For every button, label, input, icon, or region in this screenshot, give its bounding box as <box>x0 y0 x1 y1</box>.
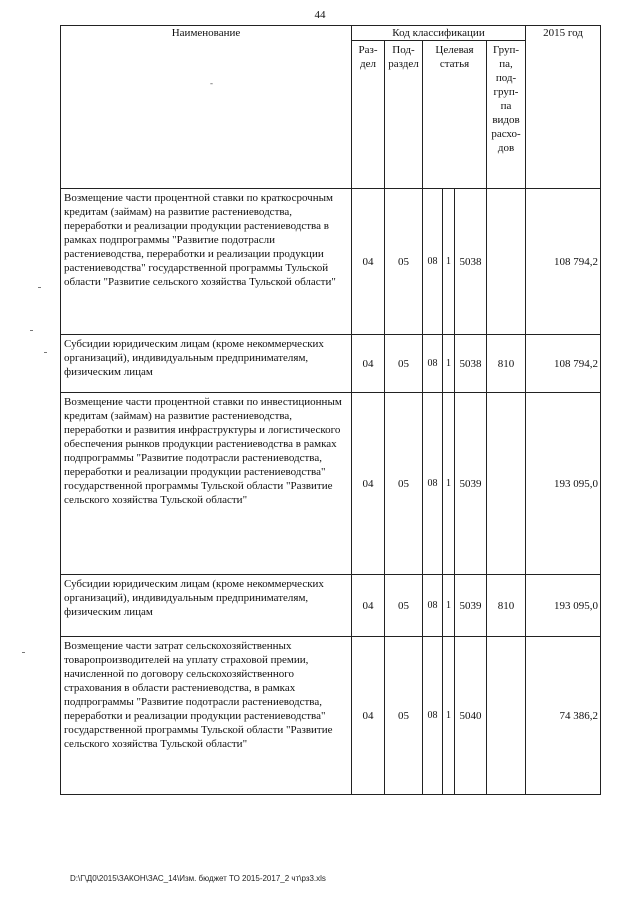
row-subsection: 05 <box>385 335 423 393</box>
row-target-part2: 1 <box>443 335 455 393</box>
row-target-part2: 1 <box>443 637 455 795</box>
page-number: 44 <box>314 9 326 21</box>
header-subsection: Под- раздел <box>385 41 423 189</box>
budget-table <box>60 25 601 795</box>
scan-speck <box>44 352 47 353</box>
row-expense-type <box>487 393 526 575</box>
row-target-part3: 5040 <box>455 637 487 795</box>
table-row <box>61 637 601 795</box>
header-target-article: Целевая статья <box>423 41 487 189</box>
header-name: Наименование <box>61 26 352 189</box>
row-amount: 74 386,2 <box>526 637 601 795</box>
row-subsection: 05 <box>385 575 423 637</box>
row-section: 04 <box>352 189 385 335</box>
scan-speck <box>30 330 33 331</box>
row-amount: 193 095,0 <box>526 575 601 637</box>
table-row <box>61 393 601 575</box>
row-target-part1: 08 <box>423 335 443 393</box>
row-name: Субсидии юридическим лицам (кроме некоммерческих организаций), индивидуальным предпринимателям, физическим лицам <box>61 335 352 393</box>
table-row <box>61 575 601 637</box>
row-section: 04 <box>352 637 385 795</box>
row-subsection: 05 <box>385 189 423 335</box>
header-expense-group: Груп- па, под- груп- па видов расхо- дов <box>487 41 526 189</box>
row-target-part3: 5039 <box>455 575 487 637</box>
header-year: 2015 год <box>526 26 601 189</box>
row-target-part1: 08 <box>423 575 443 637</box>
header-code-classification: Код классификации <box>352 26 526 41</box>
row-section: 04 <box>352 393 385 575</box>
row-expense-type <box>487 637 526 795</box>
header-section: Раз- дел <box>352 41 385 189</box>
row-target-part1: 08 <box>423 637 443 795</box>
row-target-part3: 5038 <box>455 189 487 335</box>
row-section: 04 <box>352 575 385 637</box>
row-amount: 108 794,2 <box>526 335 601 393</box>
file-path-footer: D:\Г\Д0\2015\ЗАКОН\ЗАС_14\Изм. бюджет ТО 2015-2017_2 чт\рз3.xls <box>70 874 326 883</box>
row-target-part2: 1 <box>443 575 455 637</box>
row-amount: 193 095,0 <box>526 393 601 575</box>
row-name: Субсидии юридическим лицам (кроме некоммерческих организаций), индивидуальным предпринимателям, физическим лицам <box>61 575 352 637</box>
table-row <box>61 335 601 393</box>
table-row <box>61 189 601 335</box>
row-target-part1: 08 <box>423 189 443 335</box>
row-expense-type: 810 <box>487 335 526 393</box>
row-expense-type: 810 <box>487 575 526 637</box>
row-amount: 108 794,2 <box>526 189 601 335</box>
scan-speck <box>38 287 41 288</box>
row-target-part1: 08 <box>423 393 443 575</box>
row-expense-type <box>487 189 526 335</box>
row-target-part3: 5039 <box>455 393 487 575</box>
row-name: Возмещение части процентной ставки по краткосрочным кредитам (займам) на развитие растениеводства, переработки и реализации продукции растениеводства в рамках подпрограммы "Развитие подотрасли растениеводства, переработки и реализации продукции растениеводства" государственной программы Тульской области "Развитие сельского хозяйства Тульской области" <box>61 189 352 335</box>
row-subsection: 05 <box>385 393 423 575</box>
row-subsection: 05 <box>385 637 423 795</box>
scan-speck <box>22 652 25 653</box>
row-target-part2: 1 <box>443 189 455 335</box>
row-section: 04 <box>352 335 385 393</box>
row-target-part2: 1 <box>443 393 455 575</box>
scan-mark: - <box>210 78 213 88</box>
row-name: Возмещение части затрат сельскохозяйственных товаропроизводителей на уплату страховой премии, начисленной по договору сельскохозяйственного страхования в области растениеводства, в рамках подпрограммы "Развитие подотрасли растениеводства, переработки и реализации продукции растениеводства" государственной программы Тульской области "Развитие сельского хозяйства Тульской области" <box>61 637 352 795</box>
row-target-part3: 5038 <box>455 335 487 393</box>
row-name: Возмещение части процентной ставки по инвестиционным кредитам (займам) на развитие растениеводства, переработки и развития инфраструктуры и логистического обеспечения рынков продукции растениеводства в рамках подпрограммы "Развитие подотрасли растениеводства, переработки и реализации продукции растениеводства" государственной программы Тульской области "Развитие сельского хозяйства Тульской области" <box>61 393 352 575</box>
